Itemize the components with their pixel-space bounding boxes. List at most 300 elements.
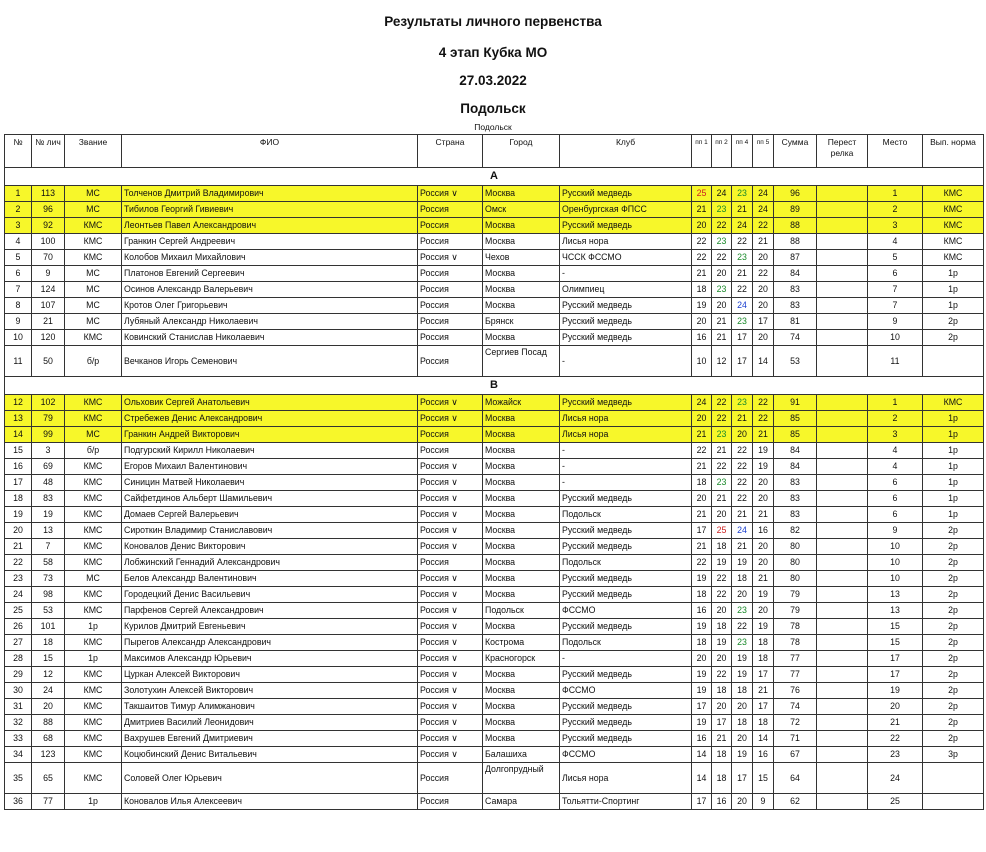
cell-club: Русский медведь: [560, 571, 692, 587]
cell-score-1: 19: [692, 683, 712, 699]
cell-license-number: 65: [32, 763, 65, 794]
cell-rank: КМС: [65, 539, 122, 555]
cell-score-2: 20: [712, 651, 732, 667]
cell-shootoff: [817, 298, 868, 314]
cell-score-3: 17: [732, 346, 753, 377]
cell-row-number: 35: [5, 763, 32, 794]
cell-norm: 1р: [923, 427, 984, 443]
cell-place: 6: [868, 507, 923, 523]
cell-score-2: 22: [712, 250, 732, 266]
cell-place: 7: [868, 282, 923, 298]
cell-city: Москва: [483, 475, 560, 491]
table-row: [5, 523, 984, 539]
cell-score-3: 19: [732, 747, 753, 763]
cell-place: 2: [868, 202, 923, 218]
cell-license-number: 83: [32, 491, 65, 507]
cell-license-number: 68: [32, 731, 65, 747]
cell-norm: 2р: [923, 555, 984, 571]
cell-score-4: 21: [753, 427, 774, 443]
cell-club: Олимпиец: [560, 282, 692, 298]
cell-rank: КМС: [65, 635, 122, 651]
cell-total: 83: [774, 507, 817, 523]
cell-score-3: 19: [732, 651, 753, 667]
cell-total: 88: [774, 234, 817, 250]
cell-city: Москва: [483, 523, 560, 539]
cell-total: 96: [774, 186, 817, 202]
cell-score-1: 20: [692, 411, 712, 427]
cell-score-1: 21: [692, 266, 712, 282]
cell-norm: 2р: [923, 635, 984, 651]
cell-place: 4: [868, 459, 923, 475]
col-header: Звание: [65, 135, 122, 168]
col-header: Город: [483, 135, 560, 168]
cell-place: 9: [868, 314, 923, 330]
table-row: [5, 794, 984, 810]
cell-score-2: 22: [712, 571, 732, 587]
cell-city: Подольск: [483, 603, 560, 619]
cell-score-2: 18: [712, 747, 732, 763]
cell-city: Чехов: [483, 250, 560, 266]
cell-score-2: 23: [712, 234, 732, 250]
cell-score-3: 22: [732, 234, 753, 250]
cell-shootoff: [817, 234, 868, 250]
cell-city: Москва: [483, 330, 560, 346]
cell-score-1: 10: [692, 346, 712, 377]
cell-license-number: 100: [32, 234, 65, 250]
cell-country: Россия ∨: [418, 250, 483, 266]
cell-score-2: 24: [712, 186, 732, 202]
cell-row-number: 13: [5, 411, 32, 427]
cell-row-number: 14: [5, 427, 32, 443]
cell-row-number: 28: [5, 651, 32, 667]
cell-score-1: 20: [692, 651, 712, 667]
cell-country: Россия: [418, 330, 483, 346]
cell-score-2: 22: [712, 459, 732, 475]
cell-score-1: 22: [692, 234, 712, 250]
cell-score-3: 21: [732, 411, 753, 427]
cell-total: 82: [774, 523, 817, 539]
cell-score-2: 21: [712, 731, 732, 747]
cell-athlete-name: Вахрушев Евгений Дмитриевич: [122, 731, 418, 747]
cell-score-2: 23: [712, 475, 732, 491]
cell-score-4: 9: [753, 794, 774, 810]
cell-country: Россия ∨: [418, 715, 483, 731]
cell-score-3: 22: [732, 619, 753, 635]
cell-norm: 1р: [923, 298, 984, 314]
cell-score-4: 20: [753, 282, 774, 298]
cell-score-4: 24: [753, 186, 774, 202]
cell-country: Россия: [418, 234, 483, 250]
cell-norm: 2р: [923, 314, 984, 330]
cell-norm: КМС: [923, 186, 984, 202]
cell-city: Москва: [483, 186, 560, 202]
cell-score-2: 18: [712, 683, 732, 699]
cell-norm: 2р: [923, 619, 984, 635]
cell-total: 83: [774, 475, 817, 491]
cell-athlete-name: Соловей Олег Юрьевич: [122, 763, 418, 794]
cell-athlete-name: Ольховик Сергей Анатольевич: [122, 395, 418, 411]
cell-score-3: 23: [732, 250, 753, 266]
cell-shootoff: [817, 715, 868, 731]
cell-athlete-name: Максимов Александр Юрьевич: [122, 651, 418, 667]
cell-row-number: 6: [5, 266, 32, 282]
cell-total: 76: [774, 683, 817, 699]
cell-norm: КМС: [923, 250, 984, 266]
cell-country: Россия ∨: [418, 619, 483, 635]
cell-rank: МС: [65, 202, 122, 218]
cell-club: Русский медведь: [560, 715, 692, 731]
cell-country: Россия ∨: [418, 747, 483, 763]
cell-club: Русский медведь: [560, 699, 692, 715]
cell-row-number: 26: [5, 619, 32, 635]
cell-club: Оренбургская ФПСС: [560, 202, 692, 218]
cell-place: 6: [868, 266, 923, 282]
cell-club: Лисья нора: [560, 763, 692, 794]
cell-city: Москва: [483, 218, 560, 234]
cell-score-2: 18: [712, 619, 732, 635]
cell-score-2: 17: [712, 715, 732, 731]
cell-athlete-name: Платонов Евгений Сергеевич: [122, 266, 418, 282]
cell-city: Омск: [483, 202, 560, 218]
cell-rank: КМС: [65, 523, 122, 539]
cell-score-1: 16: [692, 731, 712, 747]
cell-score-1: 22: [692, 443, 712, 459]
cell-license-number: 24: [32, 683, 65, 699]
cell-score-1: 16: [692, 330, 712, 346]
cell-country: Россия ∨: [418, 587, 483, 603]
cell-norm: 1р: [923, 411, 984, 427]
cell-athlete-name: Лубяный Александр Николаевич: [122, 314, 418, 330]
cell-place: 15: [868, 619, 923, 635]
cell-score-3: 21: [732, 202, 753, 218]
cell-total: 74: [774, 330, 817, 346]
cell-score-4: 14: [753, 346, 774, 377]
cell-place: 21: [868, 715, 923, 731]
cell-score-1: 20: [692, 218, 712, 234]
cell-score-3: 23: [732, 186, 753, 202]
cell-place: 3: [868, 427, 923, 443]
cell-total: 78: [774, 619, 817, 635]
cell-place: 2: [868, 411, 923, 427]
cell-shootoff: [817, 250, 868, 266]
cell-norm: 2р: [923, 587, 984, 603]
cell-rank: КМС: [65, 603, 122, 619]
col-header: Перест релка: [817, 135, 868, 168]
cell-club: Русский медведь: [560, 587, 692, 603]
cell-license-number: 96: [32, 202, 65, 218]
cell-athlete-name: Колобов Михаил Михайлович: [122, 250, 418, 266]
cell-city: Москва: [483, 715, 560, 731]
cell-country: Россия: [418, 794, 483, 810]
cell-score-3: 20: [732, 699, 753, 715]
cell-license-number: 70: [32, 250, 65, 266]
cell-row-number: 33: [5, 731, 32, 747]
cell-rank: КМС: [65, 683, 122, 699]
cell-total: 88: [774, 218, 817, 234]
cell-city: Москва: [483, 459, 560, 475]
cell-score-4: 21: [753, 234, 774, 250]
cell-country: Россия ∨: [418, 475, 483, 491]
cell-norm: 2р: [923, 651, 984, 667]
cell-place: 3: [868, 218, 923, 234]
cell-place: 10: [868, 555, 923, 571]
cell-score-3: 23: [732, 635, 753, 651]
cell-score-1: 21: [692, 539, 712, 555]
cell-score-2: 20: [712, 266, 732, 282]
cell-row-number: 17: [5, 475, 32, 491]
cell-country: Россия ∨: [418, 571, 483, 587]
cell-rank: КМС: [65, 459, 122, 475]
cell-score-3: 21: [732, 266, 753, 282]
cell-country: Россия: [418, 427, 483, 443]
cell-club: Русский медведь: [560, 667, 692, 683]
cell-norm: 1р: [923, 491, 984, 507]
cell-score-2: 18: [712, 763, 732, 794]
cell-athlete-name: Пырегов Александр Александрович: [122, 635, 418, 651]
cell-city: Москва: [483, 234, 560, 250]
cell-athlete-name: Синицин Матвей Николаевич: [122, 475, 418, 491]
cell-score-3: 23: [732, 603, 753, 619]
cell-row-number: 32: [5, 715, 32, 731]
cell-license-number: 92: [32, 218, 65, 234]
cell-club: Подольск: [560, 635, 692, 651]
cell-score-4: 17: [753, 699, 774, 715]
cell-score-1: 24: [692, 395, 712, 411]
cell-score-2: 22: [712, 667, 732, 683]
cell-country: Россия: [418, 298, 483, 314]
cell-country: Россия: [418, 218, 483, 234]
cell-rank: МС: [65, 571, 122, 587]
table-row: [5, 635, 984, 651]
cell-score-4: 22: [753, 266, 774, 282]
cell-total: 53: [774, 346, 817, 377]
cell-place: 17: [868, 667, 923, 683]
cell-row-number: 1: [5, 186, 32, 202]
cell-city: Москва: [483, 266, 560, 282]
cell-athlete-name: Вечканов Игорь Семенович: [122, 346, 418, 377]
cell-country: Россия ∨: [418, 523, 483, 539]
cell-license-number: 12: [32, 667, 65, 683]
table-row: [5, 651, 984, 667]
cell-country: Россия ∨: [418, 411, 483, 427]
col-header: № лич: [32, 135, 65, 168]
cell-city: Москва: [483, 443, 560, 459]
cell-place: 7: [868, 298, 923, 314]
cell-rank: КМС: [65, 218, 122, 234]
cell-rank: МС: [65, 266, 122, 282]
cell-score-3: 18: [732, 571, 753, 587]
cell-score-4: 19: [753, 587, 774, 603]
cell-score-3: 22: [732, 459, 753, 475]
cell-norm: КМС: [923, 395, 984, 411]
cell-row-number: 4: [5, 234, 32, 250]
cell-score-3: 22: [732, 475, 753, 491]
cell-score-3: 23: [732, 395, 753, 411]
cell-country: Россия ∨: [418, 635, 483, 651]
cell-shootoff: [817, 459, 868, 475]
cell-total: 80: [774, 539, 817, 555]
cell-country: Россия ∨: [418, 186, 483, 202]
cell-score-1: 22: [692, 555, 712, 571]
table-row: [5, 699, 984, 715]
cell-norm: КМС: [923, 234, 984, 250]
table-row: [5, 282, 984, 298]
cell-club: ФССМО: [560, 747, 692, 763]
cell-shootoff: [817, 475, 868, 491]
cell-rank: КМС: [65, 491, 122, 507]
cell-score-2: 12: [712, 346, 732, 377]
table-row: [5, 667, 984, 683]
cell-city: Кострома: [483, 635, 560, 651]
cell-country: Россия: [418, 282, 483, 298]
cell-row-number: 23: [5, 571, 32, 587]
cell-norm: 2р: [923, 330, 984, 346]
cell-shootoff: [817, 794, 868, 810]
table-row: [5, 314, 984, 330]
cell-country: Россия: [418, 346, 483, 377]
cell-score-1: 21: [692, 459, 712, 475]
cell-shootoff: [817, 619, 868, 635]
cell-club: Русский медведь: [560, 314, 692, 330]
cell-rank: КМС: [65, 587, 122, 603]
cell-license-number: 3: [32, 443, 65, 459]
cell-country: Россия ∨: [418, 459, 483, 475]
cell-row-number: 5: [5, 250, 32, 266]
cell-city: Москва: [483, 539, 560, 555]
cell-score-4: 16: [753, 747, 774, 763]
cell-license-number: 53: [32, 603, 65, 619]
cell-rank: КМС: [65, 250, 122, 266]
cell-rank: КМС: [65, 395, 122, 411]
cell-rank: МС: [65, 282, 122, 298]
cell-country: Россия ∨: [418, 603, 483, 619]
cell-score-1: 18: [692, 282, 712, 298]
cell-total: 83: [774, 282, 817, 298]
col-header: Сумма: [774, 135, 817, 168]
col-header: Клуб: [560, 135, 692, 168]
cell-club: Лисья нора: [560, 427, 692, 443]
cell-score-1: 18: [692, 587, 712, 603]
cell-rank: 1р: [65, 794, 122, 810]
cell-rank: КМС: [65, 715, 122, 731]
cell-place: 9: [868, 523, 923, 539]
cell-license-number: 73: [32, 571, 65, 587]
cell-score-3: 20: [732, 731, 753, 747]
event-subcity: Подольск: [474, 122, 512, 132]
cell-score-4: 17: [753, 314, 774, 330]
cell-total: 77: [774, 667, 817, 683]
cell-score-3: 18: [732, 683, 753, 699]
col-header: Страна: [418, 135, 483, 168]
cell-norm: 1р: [923, 443, 984, 459]
cell-city: Москва: [483, 411, 560, 427]
table-row: [5, 603, 984, 619]
cell-country: Россия ∨: [418, 651, 483, 667]
cell-license-number: 88: [32, 715, 65, 731]
cell-score-2: 23: [712, 202, 732, 218]
cell-row-number: 30: [5, 683, 32, 699]
cell-score-2: 18: [712, 539, 732, 555]
cell-norm: 2р: [923, 731, 984, 747]
cell-norm: 3р: [923, 747, 984, 763]
cell-city: Москва: [483, 491, 560, 507]
col-header: пп 2: [712, 135, 732, 168]
table-row: [5, 411, 984, 427]
cell-row-number: 22: [5, 555, 32, 571]
cell-score-2: 23: [712, 282, 732, 298]
cell-rank: МС: [65, 186, 122, 202]
cell-license-number: 20: [32, 699, 65, 715]
cell-score-3: 24: [732, 218, 753, 234]
cell-score-1: 17: [692, 699, 712, 715]
cell-score-4: 20: [753, 250, 774, 266]
cell-score-4: 20: [753, 330, 774, 346]
cell-license-number: 50: [32, 346, 65, 377]
cell-athlete-name: Городецкий Денис Васильевич: [122, 587, 418, 603]
cell-score-4: 17: [753, 667, 774, 683]
cell-country: Россия ∨: [418, 395, 483, 411]
cell-score-1: 22: [692, 250, 712, 266]
cell-athlete-name: Дмитриев Василий Леонидович: [122, 715, 418, 731]
cell-score-1: 25: [692, 186, 712, 202]
cell-norm: 1р: [923, 507, 984, 523]
cell-athlete-name: Кротов Олег Григорьевич: [122, 298, 418, 314]
cell-total: 74: [774, 699, 817, 715]
cell-score-3: 21: [732, 539, 753, 555]
cell-score-4: 19: [753, 619, 774, 635]
cell-score-4: 16: [753, 523, 774, 539]
table-row: [5, 619, 984, 635]
cell-total: 80: [774, 571, 817, 587]
cell-score-4: 19: [753, 459, 774, 475]
cell-row-number: 25: [5, 603, 32, 619]
cell-shootoff: [817, 683, 868, 699]
cell-rank: КМС: [65, 699, 122, 715]
cell-score-1: 18: [692, 475, 712, 491]
cell-score-1: 20: [692, 314, 712, 330]
cell-norm: [923, 794, 984, 810]
cell-total: 83: [774, 491, 817, 507]
cell-city: Брянск: [483, 314, 560, 330]
cell-athlete-name: Такшаитов Тимур Алимжанович: [122, 699, 418, 715]
cell-club: -: [560, 266, 692, 282]
cell-shootoff: [817, 395, 868, 411]
cell-athlete-name: Осинов Александр Валерьевич: [122, 282, 418, 298]
cell-place: 1: [868, 395, 923, 411]
cell-score-4: 20: [753, 491, 774, 507]
cell-score-3: 20: [732, 427, 753, 443]
cell-place: 13: [868, 603, 923, 619]
cell-license-number: 19: [32, 507, 65, 523]
cell-city: Москва: [483, 571, 560, 587]
cell-rank: КМС: [65, 234, 122, 250]
cell-norm: 2р: [923, 523, 984, 539]
cell-club: ФССМО: [560, 603, 692, 619]
cell-score-4: 20: [753, 475, 774, 491]
results-table: [4, 134, 984, 810]
table-row: [5, 250, 984, 266]
cell-shootoff: [817, 330, 868, 346]
cell-score-3: 22: [732, 491, 753, 507]
cell-shootoff: [817, 314, 868, 330]
cell-norm: 2р: [923, 699, 984, 715]
table-row: [5, 218, 984, 234]
table-row: [5, 715, 984, 731]
cell-license-number: 98: [32, 587, 65, 603]
cell-score-4: 22: [753, 395, 774, 411]
stage-title: 4 этап Кубка МО: [438, 45, 548, 60]
cell-club: Русский медведь: [560, 539, 692, 555]
